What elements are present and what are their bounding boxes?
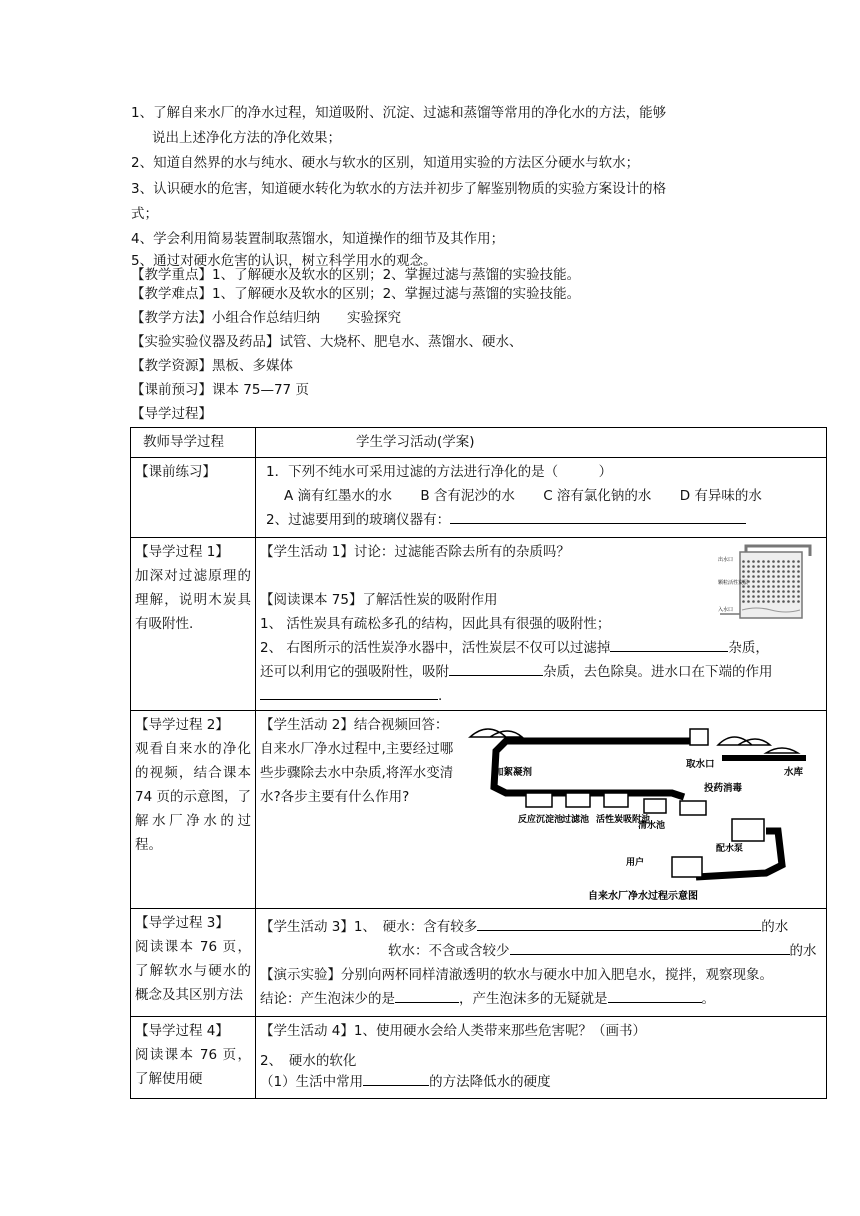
- option-d: D 有异味的水: [679, 488, 762, 504]
- pump-label: 配水泵: [716, 844, 744, 854]
- option-c: C 溶有氯化钠的水: [543, 488, 652, 504]
- guide-table: [130, 427, 827, 1099]
- carbon-layer: [742, 560, 800, 604]
- objective-2: 2、知道自然界的水与纯水、硬水与软水的区别，知道用实验的方法区分硬水与软水；: [131, 155, 640, 171]
- option-a: A 滴有红墨水的水: [284, 488, 393, 504]
- carbon-point-2-cont: 还可以利用它的强吸附性，吸附 杂质，去色除臭。进水口在下端的作用: [260, 660, 822, 684]
- softening-method: （1）生活中常用 的方法降低水的硬度: [260, 1071, 822, 1092]
- row2-left-body: 加深对过滤原理的理解，说明木炭具有吸附性.: [135, 568, 251, 632]
- difficulties: 【教学难点】1、了解硬水及软水的区别；2、掌握过滤与蒸馏的实验技能。: [131, 286, 581, 302]
- table-row: [131, 1017, 827, 1099]
- answer-blank[interactable]: [395, 988, 459, 1003]
- row4-left: [131, 909, 256, 1017]
- q2-text: 2、过滤要用到的玻璃仪器有：: [266, 512, 451, 528]
- row3-left-body: 观看自来水的净化的视频，结合课本 74 页的示意图，了解水厂净水的过程。: [135, 741, 251, 853]
- table-row: [131, 711, 827, 909]
- objective-4: 4、学会利用简易装置制取蒸馏水，知道操作的细节及其作用；: [131, 231, 505, 247]
- table-row: [131, 458, 827, 538]
- objective-3: 3、认识硬水的危害，知道硬水转化为软水的方法并初步了解鉴别物质的实验方案设计的格: [131, 181, 667, 197]
- carbon-layer-label: 颗粒活性炭层: [718, 580, 749, 586]
- row4-left-title: 【导学过程 3】: [135, 915, 229, 931]
- softening-heading: 2、 硬水的软化: [260, 1053, 357, 1069]
- objective-1: 1、了解自来水厂的净水过程，知道吸附、沉淀、过滤和蒸馏等常用的净化水的方法，能够: [131, 105, 667, 121]
- row3-right: [256, 711, 827, 909]
- row4-right: [256, 909, 827, 1017]
- row1-left: 【课前练习】: [131, 458, 256, 538]
- intake-box: [690, 729, 708, 745]
- row4-left-body: 阅读课本 76 页，了解软水与硬水的概念及其区别方法: [135, 939, 251, 1003]
- row5-right: [256, 1017, 827, 1099]
- q2: [266, 508, 822, 532]
- resources: 【教学资源】黑板、多媒体: [131, 358, 293, 374]
- table-header-row: [131, 428, 827, 458]
- pipelines: [494, 741, 782, 877]
- table-row: [131, 909, 827, 1017]
- reservoir-cloud-icon: [718, 737, 798, 753]
- inlet-label: 入水口: [718, 607, 734, 613]
- row5-left: [131, 1017, 256, 1099]
- clear-pool-label: 清水池: [638, 821, 666, 831]
- row2-left-title: 【导学过程 1】: [135, 544, 229, 560]
- answer-blank[interactable]: [449, 661, 543, 676]
- soft-water-def: 软水：不含或含较少 的水: [388, 939, 822, 963]
- answer-blank[interactable]: [477, 916, 761, 931]
- carbon-point-1: 1、 活性炭具有疏松多孔的结构，因此具有很强的吸附性；: [260, 616, 611, 632]
- answer-blank[interactable]: [363, 1071, 429, 1086]
- filter-label: 过滤池: [562, 815, 590, 825]
- q1: 1．下列不纯水可采用过滤的方法进行净化的是（ ）: [266, 464, 613, 480]
- hard-water-def: 【学生活动 3】1、 硬水：含有较多 的水: [260, 915, 822, 939]
- row3-left-title: 【导学过程 2】: [135, 717, 229, 733]
- row3-left: [131, 711, 256, 909]
- user-building: [672, 857, 702, 877]
- answer-blank[interactable]: [510, 940, 790, 955]
- header-right: 学生学习活动(学案): [256, 428, 827, 458]
- water-plant-diagram: [466, 715, 826, 907]
- conclusion: 结论：产生泡沫少的是 ，产生泡沫多的无疑就是 。: [260, 987, 822, 1011]
- answer-blank[interactable]: [610, 637, 728, 652]
- methods: 【教学方法】小组合作总结归纳 实验探究: [131, 310, 401, 326]
- reservoir-label: 水库: [784, 767, 804, 778]
- answer-blank[interactable]: [450, 509, 746, 524]
- table-row: [131, 538, 827, 711]
- option-b: B 含有泥沙的水: [420, 488, 515, 504]
- diagram-caption: 自来水厂净水过程示意图: [588, 891, 698, 902]
- materials: 【实验实验仪器及药品】试管、大烧杯、肥皂水、蒸馏水、硬水、: [131, 334, 523, 350]
- row2-left: [131, 538, 256, 711]
- objective-5: 5、通过对硬水危害的认识，树立科学用水的观念。: [131, 253, 437, 269]
- user-label: 用户: [626, 858, 645, 868]
- key-points: 【教学重点】1、了解硬水及软水的区别；2、掌握过滤与蒸馏的实验技能。: [131, 267, 581, 283]
- answer-blank[interactable]: [608, 988, 702, 1003]
- row5-left-body: 阅读课本 76 页，了解使用硬: [135, 1047, 251, 1087]
- disinfect-label: 投药消毒: [704, 783, 743, 794]
- sediment-label: 反应沉淀池: [518, 815, 564, 825]
- carbon-label: 活性炭吸附池: [596, 815, 651, 825]
- preview: 【课前预习】课本 75—77 页: [131, 382, 309, 398]
- activity-1: 【学生活动 1】讨论：过滤能否除去所有的杂质吗？: [260, 544, 570, 560]
- header-left: 教师导学过程: [131, 428, 256, 458]
- row1-right: [256, 458, 827, 538]
- activity-2: 【学生活动 2】结合视频回答：自来水厂净水过程中,主要经过哪些步骤除去水中杂质,将浑水变清水?各步主要有什么作用?: [260, 717, 454, 805]
- reservoir-water: [722, 755, 806, 761]
- process-heading: 【导学过程】: [131, 406, 212, 422]
- carbon-filter-figure: [716, 544, 820, 624]
- objective-1-cont: 说出上述净化方法的净化效果；: [152, 130, 341, 146]
- q1-options: [284, 484, 822, 508]
- outlet-label: 出水口: [718, 557, 734, 563]
- reading-75: 【阅读课本 75】了解活性炭的吸附作用: [260, 592, 498, 608]
- objective-3-cont: 式；: [131, 206, 158, 222]
- intake-label: 取水口: [686, 759, 715, 770]
- carbon-point-2-end: .: [260, 684, 822, 708]
- answer-blank[interactable]: [260, 685, 438, 700]
- coagulant-label: 加絮凝剂: [494, 767, 533, 778]
- row5-left-title: 【导学过程 4】: [135, 1023, 229, 1039]
- demo-experiment: 【演示实验】分别向两杯同样清澈透明的软水与硬水中加入肥皂水，搅拌，观察现象。: [260, 967, 773, 983]
- activity-4: 【学生活动 4】1、使用硬水会给人类带来那些危害呢？（画书）: [260, 1023, 646, 1039]
- row2-right: [256, 538, 827, 711]
- cloud-icon: [470, 729, 522, 737]
- carbon-point-2: 2、 右图所示的活性炭净水器中，活性炭层不仅可以过滤掉 杂质，: [260, 636, 822, 660]
